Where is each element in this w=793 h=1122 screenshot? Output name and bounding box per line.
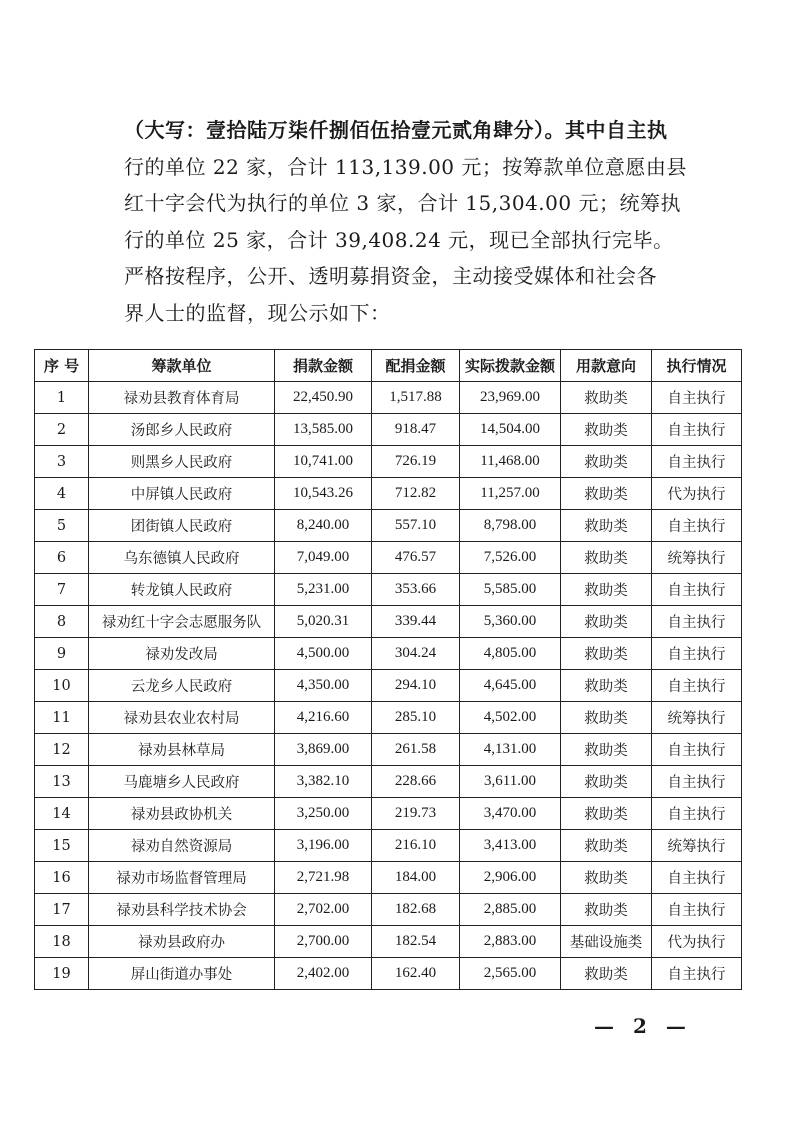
table-row [35, 702, 742, 734]
intro-line-6: 界人士的监督，现公示如下： [124, 300, 391, 325]
cell-allocation: 4,805.00 [460, 638, 561, 670]
cell-status: 自主执行 [652, 606, 742, 638]
cell-status: 统筹执行 [652, 542, 742, 574]
cell-donation: 5,020.31 [275, 606, 372, 638]
cell-allocation: 7,526.00 [460, 542, 561, 574]
cell-donation: 10,741.00 [275, 446, 372, 478]
intro-line-3: 红十字会代为执行的单位 3 家，合计 15,304.00 元；统筹执 [124, 191, 681, 215]
cell-index: 16 [35, 862, 89, 894]
cell-unit: 禄劝县政府办 [89, 926, 275, 958]
cell-donation: 2,721.98 [275, 862, 372, 894]
cell-purpose: 救助类 [561, 830, 652, 862]
intro-line-5: 严格按程序，公开、透明募捐资金，主动接受媒体和社会各 [124, 264, 657, 288]
intro-paragraph [124, 112, 687, 331]
cell-purpose: 救助类 [561, 542, 652, 574]
cell-unit: 禄劝县教育体育局 [89, 382, 275, 414]
cell-index: 5 [35, 510, 89, 542]
cell-matching: 339.44 [372, 606, 460, 638]
cell-unit: 禄劝红十字会志愿服务队 [89, 606, 275, 638]
table-row [35, 382, 742, 414]
cell-status: 代为执行 [652, 926, 742, 958]
cell-donation: 5,231.00 [275, 574, 372, 606]
cell-allocation: 2,885.00 [460, 894, 561, 926]
cell-matching: 285.10 [372, 702, 460, 734]
cell-allocation: 8,798.00 [460, 510, 561, 542]
cell-unit: 转龙镇人民政府 [89, 574, 275, 606]
cell-unit: 禄劝县政协机关 [89, 798, 275, 830]
cell-index: 11 [35, 702, 89, 734]
cell-allocation: 2,906.00 [460, 862, 561, 894]
cell-matching: 219.73 [372, 798, 460, 830]
cell-index: 9 [35, 638, 89, 670]
cell-allocation: 4,645.00 [460, 670, 561, 702]
cell-status: 自主执行 [652, 446, 742, 478]
cell-unit: 则黑乡人民政府 [89, 446, 275, 478]
cell-purpose: 救助类 [561, 734, 652, 766]
cell-unit: 云龙乡人民政府 [89, 670, 275, 702]
cell-unit: 禄劝县农业农村局 [89, 702, 275, 734]
cell-donation: 3,869.00 [275, 734, 372, 766]
cell-unit: 中屏镇人民政府 [89, 478, 275, 510]
cell-matching: 261.58 [372, 734, 460, 766]
cell-donation: 2,700.00 [275, 926, 372, 958]
cell-index: 1 [35, 382, 89, 414]
header-purpose: 用款意向 [561, 350, 652, 382]
cell-donation: 3,196.00 [275, 830, 372, 862]
table-row [35, 574, 742, 606]
cell-matching: 216.10 [372, 830, 460, 862]
cell-donation: 4,216.60 [275, 702, 372, 734]
table-row [35, 894, 742, 926]
header-status: 执行情况 [652, 350, 742, 382]
cell-unit: 团街镇人民政府 [89, 510, 275, 542]
cell-matching: 476.57 [372, 542, 460, 574]
header-donation: 捐款金额 [275, 350, 372, 382]
table-row [35, 798, 742, 830]
cell-unit: 禄劝县科学技术协会 [89, 894, 275, 926]
cell-index: 8 [35, 606, 89, 638]
cell-donation: 4,350.00 [275, 670, 372, 702]
cell-matching: 918.47 [372, 414, 460, 446]
cell-purpose: 救助类 [561, 510, 652, 542]
table-row [35, 446, 742, 478]
cell-status: 自主执行 [652, 670, 742, 702]
cell-status: 自主执行 [652, 958, 742, 990]
cell-index: 17 [35, 894, 89, 926]
cell-index: 13 [35, 766, 89, 798]
cell-index: 10 [35, 670, 89, 702]
table-body [35, 382, 742, 990]
table-row [35, 958, 742, 990]
cell-purpose: 救助类 [561, 414, 652, 446]
cell-allocation: 3,611.00 [460, 766, 561, 798]
cell-donation: 22,450.90 [275, 382, 372, 414]
cell-status: 统筹执行 [652, 702, 742, 734]
table-header-row [35, 350, 742, 382]
cell-matching: 1,517.88 [372, 382, 460, 414]
table-row [35, 478, 742, 510]
cell-matching: 353.66 [372, 574, 460, 606]
cell-allocation: 11,468.00 [460, 446, 561, 478]
cell-allocation: 2,883.00 [460, 926, 561, 958]
cell-allocation: 3,470.00 [460, 798, 561, 830]
table-row [35, 670, 742, 702]
header-unit: 筹款单位 [89, 350, 275, 382]
cell-status: 自主执行 [652, 574, 742, 606]
cell-purpose: 救助类 [561, 702, 652, 734]
cell-purpose: 救助类 [561, 958, 652, 990]
cell-matching: 182.68 [372, 894, 460, 926]
table-row [35, 734, 742, 766]
cell-purpose: 基础设施类 [561, 926, 652, 958]
cell-purpose: 救助类 [561, 766, 652, 798]
cell-index: 14 [35, 798, 89, 830]
cell-status: 自主执行 [652, 894, 742, 926]
header-matching: 配捐金额 [372, 350, 460, 382]
cell-purpose: 救助类 [561, 606, 652, 638]
cell-matching: 304.24 [372, 638, 460, 670]
cell-donation: 10,543.26 [275, 478, 372, 510]
cell-unit: 汤郎乡人民政府 [89, 414, 275, 446]
cell-unit: 马鹿塘乡人民政府 [89, 766, 275, 798]
cell-unit: 禄劝发改局 [89, 638, 275, 670]
cell-donation: 4,500.00 [275, 638, 372, 670]
cell-purpose: 救助类 [561, 382, 652, 414]
cell-index: 6 [35, 542, 89, 574]
table-row [35, 862, 742, 894]
cell-matching: 557.10 [372, 510, 460, 542]
cell-matching: 294.10 [372, 670, 460, 702]
cell-status: 自主执行 [652, 414, 742, 446]
cell-unit: 禄劝自然资源局 [89, 830, 275, 862]
cell-status: 自主执行 [652, 382, 742, 414]
cell-status: 自主执行 [652, 510, 742, 542]
table-row [35, 926, 742, 958]
cell-status: 自主执行 [652, 862, 742, 894]
cell-status: 自主执行 [652, 638, 742, 670]
cell-matching: 228.66 [372, 766, 460, 798]
cell-index: 2 [35, 414, 89, 446]
cell-donation: 8,240.00 [275, 510, 372, 542]
header-allocation: 实际拨款金额 [460, 350, 561, 382]
cell-status: 自主执行 [652, 766, 742, 798]
cell-allocation: 11,257.00 [460, 478, 561, 510]
cell-matching: 182.54 [372, 926, 460, 958]
table-row [35, 510, 742, 542]
cell-allocation: 23,969.00 [460, 382, 561, 414]
donation-table [34, 349, 742, 990]
table-row [35, 638, 742, 670]
cell-allocation: 2,565.00 [460, 958, 561, 990]
cell-status: 自主执行 [652, 734, 742, 766]
cell-allocation: 5,360.00 [460, 606, 561, 638]
cell-purpose: 救助类 [561, 862, 652, 894]
cell-donation: 7,049.00 [275, 542, 372, 574]
cell-matching: 184.00 [372, 862, 460, 894]
table-row [35, 606, 742, 638]
cell-purpose: 救助类 [561, 798, 652, 830]
cell-index: 7 [35, 574, 89, 606]
cell-index: 4 [35, 478, 89, 510]
table-row [35, 542, 742, 574]
cell-allocation: 14,504.00 [460, 414, 561, 446]
cell-matching: 712.82 [372, 478, 460, 510]
cell-allocation: 4,131.00 [460, 734, 561, 766]
cell-donation: 3,250.00 [275, 798, 372, 830]
cell-unit: 禄劝市场监督管理局 [89, 862, 275, 894]
intro-line-1: （大写：壹拾陆万柒仟捌佰伍拾壹元贰角肆分）。其中自主执 [124, 118, 668, 142]
cell-donation: 3,382.10 [275, 766, 372, 798]
page-number: — 2 — [594, 1014, 692, 1038]
cell-donation: 2,402.00 [275, 958, 372, 990]
cell-index: 3 [35, 446, 89, 478]
table-row [35, 766, 742, 798]
cell-status: 代为执行 [652, 478, 742, 510]
intro-line-4: 行的单位 25 家，合计 39,408.24 元，现已全部执行完毕。 [124, 227, 674, 252]
table-row [35, 414, 742, 446]
cell-allocation: 5,585.00 [460, 574, 561, 606]
cell-unit: 禄劝县林草局 [89, 734, 275, 766]
cell-unit: 乌东德镇人民政府 [89, 542, 275, 574]
cell-donation: 2,702.00 [275, 894, 372, 926]
cell-matching: 162.40 [372, 958, 460, 990]
cell-status: 统筹执行 [652, 830, 742, 862]
table-row [35, 830, 742, 862]
cell-status: 自主执行 [652, 798, 742, 830]
cell-matching: 726.19 [372, 446, 460, 478]
cell-purpose: 救助类 [561, 894, 652, 926]
cell-index: 15 [35, 830, 89, 862]
cell-donation: 13,585.00 [275, 414, 372, 446]
intro-line-2: 行的单位 22 家，合计 113,139.00 元；按筹款单位意愿由县 [124, 154, 687, 179]
cell-index: 12 [35, 734, 89, 766]
cell-purpose: 救助类 [561, 670, 652, 702]
cell-index: 18 [35, 926, 89, 958]
cell-purpose: 救助类 [561, 638, 652, 670]
cell-allocation: 3,413.00 [460, 830, 561, 862]
cell-purpose: 救助类 [561, 574, 652, 606]
header-index: 序 号 [35, 350, 89, 382]
cell-allocation: 4,502.00 [460, 702, 561, 734]
cell-unit: 屏山街道办事处 [89, 958, 275, 990]
cell-purpose: 救助类 [561, 478, 652, 510]
cell-index: 19 [35, 958, 89, 990]
cell-purpose: 救助类 [561, 446, 652, 478]
